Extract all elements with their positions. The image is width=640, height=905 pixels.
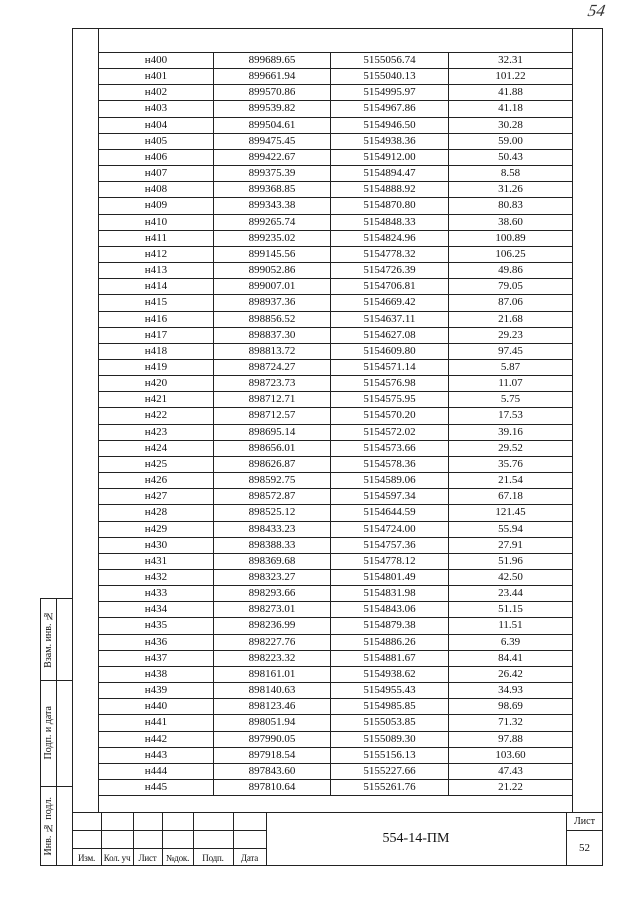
x-coordinate-cell: 898223.32 bbox=[214, 651, 331, 667]
y-coordinate-cell: 5154801.49 bbox=[331, 570, 449, 586]
table-row bbox=[99, 263, 573, 279]
point-id-cell: н405 bbox=[99, 134, 214, 150]
signature-date-box bbox=[40, 680, 56, 786]
replaced-inventory-box bbox=[40, 598, 56, 680]
x-coordinate-cell: 898140.63 bbox=[214, 683, 331, 699]
sheet-number: 52 bbox=[579, 842, 590, 854]
x-coordinate-cell: 898388.33 bbox=[214, 538, 331, 554]
distance-cell: 97.88 bbox=[449, 732, 573, 748]
point-id-cell: н426 bbox=[99, 473, 214, 489]
y-coordinate-cell: 5155056.74 bbox=[331, 53, 449, 69]
distance-cell: 27.91 bbox=[449, 538, 573, 554]
x-coordinate-cell: 898293.66 bbox=[214, 586, 331, 602]
point-id-cell: н438 bbox=[99, 667, 214, 683]
x-coordinate-cell: 898856.52 bbox=[214, 312, 331, 328]
table-row bbox=[99, 215, 573, 231]
table-row bbox=[99, 279, 573, 295]
y-coordinate-cell: 5154589.06 bbox=[331, 473, 449, 489]
x-coordinate-cell: 898937.36 bbox=[214, 295, 331, 311]
distance-cell: 51.15 bbox=[449, 602, 573, 618]
point-id-cell: н417 bbox=[99, 328, 214, 344]
table-row bbox=[99, 441, 573, 457]
y-coordinate-cell: 5154706.81 bbox=[331, 279, 449, 295]
coordinates-table bbox=[98, 52, 573, 796]
point-id-cell: н436 bbox=[99, 635, 214, 651]
x-coordinate-cell: 898813.72 bbox=[214, 344, 331, 360]
point-id-cell: н415 bbox=[99, 295, 214, 311]
distance-cell: 29.52 bbox=[449, 441, 573, 457]
table-row bbox=[99, 198, 573, 214]
y-coordinate-cell: 5154644.59 bbox=[331, 505, 449, 521]
point-id-cell: н431 bbox=[99, 554, 214, 570]
original-inventory-box bbox=[40, 786, 56, 866]
y-coordinate-cell: 5154778.32 bbox=[331, 247, 449, 263]
point-id-cell: н414 bbox=[99, 279, 214, 295]
table-row bbox=[99, 505, 573, 521]
y-coordinate-cell: 5154778.12 bbox=[331, 554, 449, 570]
y-coordinate-cell: 5154609.80 bbox=[331, 344, 449, 360]
point-id-cell: н435 bbox=[99, 618, 214, 634]
table-row bbox=[99, 312, 573, 328]
point-id-cell: н425 bbox=[99, 457, 214, 473]
distance-cell: 30.28 bbox=[449, 118, 573, 134]
distance-cell: 8.58 bbox=[449, 166, 573, 182]
y-coordinate-cell: 5154571.14 bbox=[331, 360, 449, 376]
x-coordinate-cell: 898433.23 bbox=[214, 522, 331, 538]
x-coordinate-cell: 898323.27 bbox=[214, 570, 331, 586]
y-coordinate-cell: 5154955.43 bbox=[331, 683, 449, 699]
point-id-cell: н410 bbox=[99, 215, 214, 231]
x-coordinate-cell: 898227.76 bbox=[214, 635, 331, 651]
distance-cell: 101.22 bbox=[449, 69, 573, 85]
distance-cell: 21.54 bbox=[449, 473, 573, 489]
x-coordinate-cell: 899265.74 bbox=[214, 215, 331, 231]
x-coordinate-cell: 898712.57 bbox=[214, 408, 331, 424]
distance-cell: 34.93 bbox=[449, 683, 573, 699]
y-coordinate-cell: 5154669.42 bbox=[331, 295, 449, 311]
table-row bbox=[99, 231, 573, 247]
distance-cell: 100.89 bbox=[449, 231, 573, 247]
x-coordinate-cell: 899052.86 bbox=[214, 263, 331, 279]
point-id-cell: н443 bbox=[99, 748, 214, 764]
point-id-cell: н419 bbox=[99, 360, 214, 376]
sheet-label: Лист bbox=[574, 815, 595, 827]
table-row bbox=[99, 586, 573, 602]
x-coordinate-cell: 899343.38 bbox=[214, 198, 331, 214]
distance-cell: 32.31 bbox=[449, 53, 573, 69]
point-id-cell: н401 bbox=[99, 69, 214, 85]
date-label: Дата bbox=[240, 852, 259, 863]
x-coordinate-cell: 899475.45 bbox=[214, 134, 331, 150]
distance-cell: 35.76 bbox=[449, 457, 573, 473]
x-coordinate-cell: 899689.65 bbox=[214, 53, 331, 69]
x-coordinate-cell: 899007.01 bbox=[214, 279, 331, 295]
table-row bbox=[99, 295, 573, 311]
distance-cell: 21.68 bbox=[449, 312, 573, 328]
point-id-cell: н400 bbox=[99, 53, 214, 69]
table-row bbox=[99, 570, 573, 586]
point-id-cell: н403 bbox=[99, 101, 214, 117]
table-row bbox=[99, 780, 573, 796]
document-number-label: №док. bbox=[165, 852, 190, 863]
y-coordinate-cell: 5155053.85 bbox=[331, 715, 449, 731]
x-coordinate-cell: 898236.99 bbox=[214, 618, 331, 634]
distance-cell: 84.41 bbox=[449, 651, 573, 667]
distance-cell: 50.43 bbox=[449, 150, 573, 166]
table-row bbox=[99, 101, 573, 117]
point-id-cell: н416 bbox=[99, 312, 214, 328]
point-id-cell: н409 bbox=[99, 198, 214, 214]
point-id-cell: н441 bbox=[99, 715, 214, 731]
x-coordinate-cell: 899504.61 bbox=[214, 118, 331, 134]
y-coordinate-cell: 5154724.00 bbox=[331, 522, 449, 538]
y-coordinate-cell: 5154894.47 bbox=[331, 166, 449, 182]
point-id-cell: н413 bbox=[99, 263, 214, 279]
distance-cell: 31.26 bbox=[449, 182, 573, 198]
change-label: Изм. bbox=[77, 852, 96, 863]
y-coordinate-cell: 5155261.76 bbox=[331, 780, 449, 796]
distance-cell: 97.45 bbox=[449, 344, 573, 360]
x-coordinate-cell: 899145.56 bbox=[214, 247, 331, 263]
distance-cell: 11.07 bbox=[449, 376, 573, 392]
table-row bbox=[99, 360, 573, 376]
signature-label: Подп. bbox=[202, 852, 224, 863]
distance-cell: 11.51 bbox=[449, 618, 573, 634]
table-row bbox=[99, 425, 573, 441]
x-coordinate-cell: 899539.82 bbox=[214, 101, 331, 117]
x-coordinate-cell: 899375.39 bbox=[214, 166, 331, 182]
distance-cell: 41.88 bbox=[449, 85, 573, 101]
table-row bbox=[99, 651, 573, 667]
y-coordinate-cell: 5154597.34 bbox=[331, 489, 449, 505]
x-coordinate-cell: 898572.87 bbox=[214, 489, 331, 505]
x-coordinate-cell: 898695.14 bbox=[214, 425, 331, 441]
point-id-cell: н427 bbox=[99, 489, 214, 505]
table-row bbox=[99, 538, 573, 554]
table-row bbox=[99, 683, 573, 699]
y-coordinate-cell: 5154985.85 bbox=[331, 699, 449, 715]
y-coordinate-cell: 5154848.33 bbox=[331, 215, 449, 231]
sheet-column-label: Лист bbox=[138, 852, 157, 863]
point-id-cell: н440 bbox=[99, 699, 214, 715]
point-id-cell: н437 bbox=[99, 651, 214, 667]
table-row bbox=[99, 376, 573, 392]
table-row bbox=[99, 667, 573, 683]
point-id-cell: н404 bbox=[99, 118, 214, 134]
y-coordinate-cell: 5154627.08 bbox=[331, 328, 449, 344]
distance-cell: 38.60 bbox=[449, 215, 573, 231]
point-id-cell: н402 bbox=[99, 85, 214, 101]
table-row bbox=[99, 473, 573, 489]
y-coordinate-cell: 5154870.80 bbox=[331, 198, 449, 214]
point-id-cell: н428 bbox=[99, 505, 214, 521]
y-coordinate-cell: 5155227.66 bbox=[331, 764, 449, 780]
x-coordinate-cell: 898837.30 bbox=[214, 328, 331, 344]
y-coordinate-cell: 5154570.20 bbox=[331, 408, 449, 424]
x-coordinate-cell: 899422.67 bbox=[214, 150, 331, 166]
replaced-inventory-label: Взам. инв. № bbox=[42, 610, 54, 668]
table-row bbox=[99, 392, 573, 408]
handwritten-page-number: 54 bbox=[586, 1, 607, 20]
table-row bbox=[99, 732, 573, 748]
y-coordinate-cell: 5154995.97 bbox=[331, 85, 449, 101]
point-id-cell: н412 bbox=[99, 247, 214, 263]
original-inventory-label: Инв. № подл. bbox=[42, 796, 54, 856]
point-id-cell: н445 bbox=[99, 780, 214, 796]
distance-cell: 17.53 bbox=[449, 408, 573, 424]
point-id-cell: н423 bbox=[99, 425, 214, 441]
distance-cell: 6.39 bbox=[449, 635, 573, 651]
x-coordinate-cell: 898723.73 bbox=[214, 376, 331, 392]
distance-cell: 51.96 bbox=[449, 554, 573, 570]
y-coordinate-cell: 5154575.95 bbox=[331, 392, 449, 408]
y-coordinate-cell: 5155040.13 bbox=[331, 69, 449, 85]
document-designation: 554-14-ПМ bbox=[382, 831, 450, 846]
y-coordinate-cell: 5154843.06 bbox=[331, 602, 449, 618]
table-row bbox=[99, 699, 573, 715]
point-id-cell: н442 bbox=[99, 732, 214, 748]
x-coordinate-cell: 898656.01 bbox=[214, 441, 331, 457]
x-coordinate-cell: 898626.87 bbox=[214, 457, 331, 473]
table-row bbox=[99, 764, 573, 780]
x-coordinate-cell: 899570.86 bbox=[214, 85, 331, 101]
distance-cell: 103.60 bbox=[449, 748, 573, 764]
distance-cell: 59.00 bbox=[449, 134, 573, 150]
distance-cell: 39.16 bbox=[449, 425, 573, 441]
y-coordinate-cell: 5154912.00 bbox=[331, 150, 449, 166]
distance-cell: 121.45 bbox=[449, 505, 573, 521]
x-coordinate-cell: 899235.02 bbox=[214, 231, 331, 247]
y-coordinate-cell: 5155089.30 bbox=[331, 732, 449, 748]
table-row bbox=[99, 457, 573, 473]
y-coordinate-cell: 5154637.11 bbox=[331, 312, 449, 328]
distance-cell: 49.86 bbox=[449, 263, 573, 279]
distance-cell: 26.42 bbox=[449, 667, 573, 683]
point-id-cell: н424 bbox=[99, 441, 214, 457]
table-row bbox=[99, 715, 573, 731]
x-coordinate-cell: 899368.85 bbox=[214, 182, 331, 198]
x-coordinate-cell: 897810.64 bbox=[214, 780, 331, 796]
point-id-cell: н439 bbox=[99, 683, 214, 699]
x-coordinate-cell: 898592.75 bbox=[214, 473, 331, 489]
table-row bbox=[99, 748, 573, 764]
table-row bbox=[99, 328, 573, 344]
y-coordinate-cell: 5154726.39 bbox=[331, 263, 449, 279]
y-coordinate-cell: 5154572.02 bbox=[331, 425, 449, 441]
x-coordinate-cell: 898123.46 bbox=[214, 699, 331, 715]
distance-cell: 23.44 bbox=[449, 586, 573, 602]
y-coordinate-cell: 5154946.50 bbox=[331, 118, 449, 134]
y-coordinate-cell: 5154938.36 bbox=[331, 134, 449, 150]
distance-cell: 41.18 bbox=[449, 101, 573, 117]
table-row bbox=[99, 554, 573, 570]
y-coordinate-cell: 5154831.98 bbox=[331, 586, 449, 602]
x-coordinate-cell: 898273.01 bbox=[214, 602, 331, 618]
distance-cell: 87.06 bbox=[449, 295, 573, 311]
table-row bbox=[99, 53, 573, 69]
distance-cell: 98.69 bbox=[449, 699, 573, 715]
y-coordinate-cell: 5154888.92 bbox=[331, 182, 449, 198]
point-id-cell: н430 bbox=[99, 538, 214, 554]
table-row bbox=[99, 85, 573, 101]
table-row bbox=[99, 344, 573, 360]
point-id-cell: н444 bbox=[99, 764, 214, 780]
table-row bbox=[99, 69, 573, 85]
signature-date-label: Подп. и дата bbox=[42, 706, 54, 760]
distance-cell: 5.87 bbox=[449, 360, 573, 376]
point-id-cell: н433 bbox=[99, 586, 214, 602]
distance-cell: 55.94 bbox=[449, 522, 573, 538]
distance-cell: 5.75 bbox=[449, 392, 573, 408]
distance-cell: 42.50 bbox=[449, 570, 573, 586]
x-coordinate-cell: 898161.01 bbox=[214, 667, 331, 683]
table-row bbox=[99, 602, 573, 618]
point-id-cell: н418 bbox=[99, 344, 214, 360]
side-stamp-line bbox=[56, 598, 57, 866]
x-coordinate-cell: 897990.05 bbox=[214, 732, 331, 748]
quantity-label: Кол. уч bbox=[103, 852, 131, 863]
x-coordinate-cell: 898051.94 bbox=[214, 715, 331, 731]
point-id-cell: н408 bbox=[99, 182, 214, 198]
table-row bbox=[99, 618, 573, 634]
point-id-cell: н406 bbox=[99, 150, 214, 166]
point-id-cell: н432 bbox=[99, 570, 214, 586]
point-id-cell: н421 bbox=[99, 392, 214, 408]
table-row bbox=[99, 182, 573, 198]
table-row bbox=[99, 635, 573, 651]
table-row bbox=[99, 408, 573, 424]
point-id-cell: н420 bbox=[99, 376, 214, 392]
distance-cell: 80.83 bbox=[449, 198, 573, 214]
distance-cell: 67.18 bbox=[449, 489, 573, 505]
point-id-cell: н411 bbox=[99, 231, 214, 247]
y-coordinate-cell: 5154879.38 bbox=[331, 618, 449, 634]
y-coordinate-cell: 5154967.86 bbox=[331, 101, 449, 117]
y-coordinate-cell: 5155156.13 bbox=[331, 748, 449, 764]
x-coordinate-cell: 898525.12 bbox=[214, 505, 331, 521]
distance-cell: 79.05 bbox=[449, 279, 573, 295]
table-row bbox=[99, 247, 573, 263]
point-id-cell: н434 bbox=[99, 602, 214, 618]
y-coordinate-cell: 5154881.67 bbox=[331, 651, 449, 667]
x-coordinate-cell: 898724.27 bbox=[214, 360, 331, 376]
point-id-cell: н407 bbox=[99, 166, 214, 182]
table-row bbox=[99, 134, 573, 150]
point-id-cell: н422 bbox=[99, 408, 214, 424]
distance-cell: 29.23 bbox=[449, 328, 573, 344]
x-coordinate-cell: 898712.71 bbox=[214, 392, 331, 408]
y-coordinate-cell: 5154886.26 bbox=[331, 635, 449, 651]
distance-cell: 71.32 bbox=[449, 715, 573, 731]
table-row bbox=[99, 522, 573, 538]
table-row bbox=[99, 150, 573, 166]
y-coordinate-cell: 5154824.96 bbox=[331, 231, 449, 247]
y-coordinate-cell: 5154573.66 bbox=[331, 441, 449, 457]
distance-cell: 21.22 bbox=[449, 780, 573, 796]
table-row bbox=[99, 118, 573, 134]
x-coordinate-cell: 897843.60 bbox=[214, 764, 331, 780]
table-row bbox=[99, 166, 573, 182]
point-id-cell: н429 bbox=[99, 522, 214, 538]
y-coordinate-cell: 5154576.98 bbox=[331, 376, 449, 392]
y-coordinate-cell: 5154578.36 bbox=[331, 457, 449, 473]
distance-cell: 106.25 bbox=[449, 247, 573, 263]
distance-cell: 47.43 bbox=[449, 764, 573, 780]
x-coordinate-cell: 898369.68 bbox=[214, 554, 331, 570]
y-coordinate-cell: 5154757.36 bbox=[331, 538, 449, 554]
x-coordinate-cell: 899661.94 bbox=[214, 69, 331, 85]
y-coordinate-cell: 5154938.62 bbox=[331, 667, 449, 683]
x-coordinate-cell: 897918.54 bbox=[214, 748, 331, 764]
table-row bbox=[99, 489, 573, 505]
